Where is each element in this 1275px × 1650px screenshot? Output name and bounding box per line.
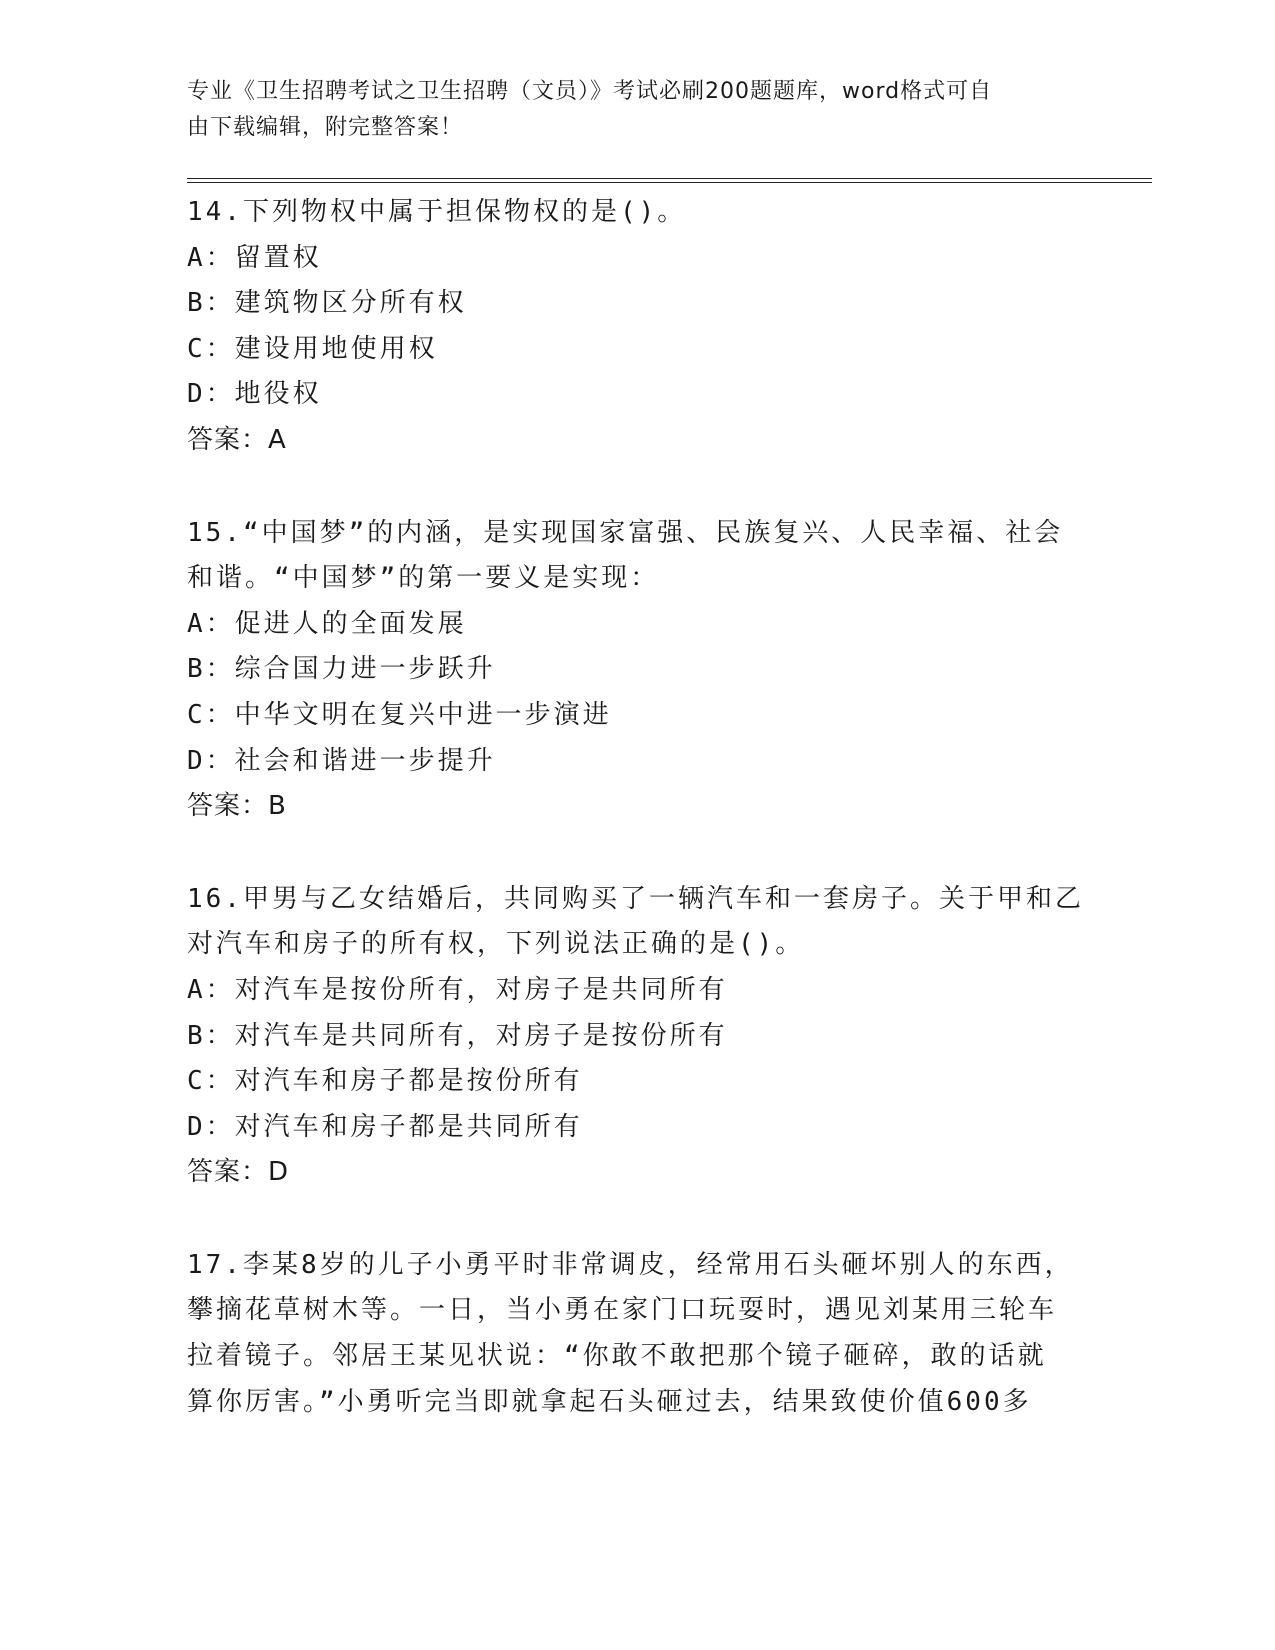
question-list [187,190,1087,1472]
question-stem-line: 16.甲男与乙女结婚后，共同购买了一辆汽车和一套房子。关于甲和乙 [187,883,1084,914]
option-a: A：促进人的全面发展 [187,608,467,639]
option-c: C：中华文明在复兴中进一步演进 [187,699,612,730]
question-17 [187,1243,1087,1425]
header-line-2: 由下载编辑，附完整答案！ [187,115,464,140]
option-b: B：综合国力进一步跃升 [187,654,496,685]
question-stem-line: 拉着镜子。邻居王某见状说：“你敢不敢把那个镜子砸碎，敢的话就 [187,1341,1047,1372]
option-c: C：对汽车和房子都是按份所有 [187,1066,583,1097]
answer-line: 答案：B [187,791,287,822]
option-d: D：地役权 [187,379,322,410]
option-a: A：对汽车是按份所有，对房子是共同所有 [187,974,728,1005]
question-stem-line: 15.“中国梦”的内涵，是实现国家富强、民族复兴、人民幸福、社会 [187,517,1064,548]
answer-line: 答案：D [187,1157,290,1188]
option-a: A：留置权 [187,242,322,273]
header-divider-top [187,178,1152,179]
question-stem-line: 攀摘花草树木等。一日，当小勇在家门口玩耍时，遇见刘某用三轮车 [187,1295,1058,1326]
document-header [187,74,1087,146]
question-stem-line: 14.下列物权中属于担保物权的是()。 [187,197,687,227]
header-line-1: 专业《卫生招聘考试之卫生招聘（文员）》考试必刷200题题库，word格式可自 [187,79,993,104]
question-15 [187,511,1087,830]
option-b: B：对汽车是共同所有，对房子是按份所有 [187,1020,728,1051]
question-stem-line: 对汽车和房子的所有权，下列说法正确的是()。 [187,929,805,960]
option-d: D：社会和谐进一步提升 [187,745,496,776]
header-divider-bottom [187,182,1152,183]
option-d: D：对汽车和房子都是共同所有 [187,1111,583,1142]
option-b: B：建筑物区分所有权 [187,288,467,319]
answer-line: 答案：A [187,424,287,455]
question-16 [187,877,1087,1196]
question-stem-line: 算你厉害。”小勇听完当即就拿起石头砸过去，结果致使价值600多 [187,1386,1032,1417]
option-c: C：建设用地使用权 [187,333,438,364]
question-14 [187,190,1087,464]
question-stem-line: 和谐。“中国梦”的第一要义是实现： [187,563,660,594]
question-stem-line: 17.李某8岁的儿子小勇平时非常调皮，经常用石头砸坏别人的东西， [187,1249,1074,1280]
